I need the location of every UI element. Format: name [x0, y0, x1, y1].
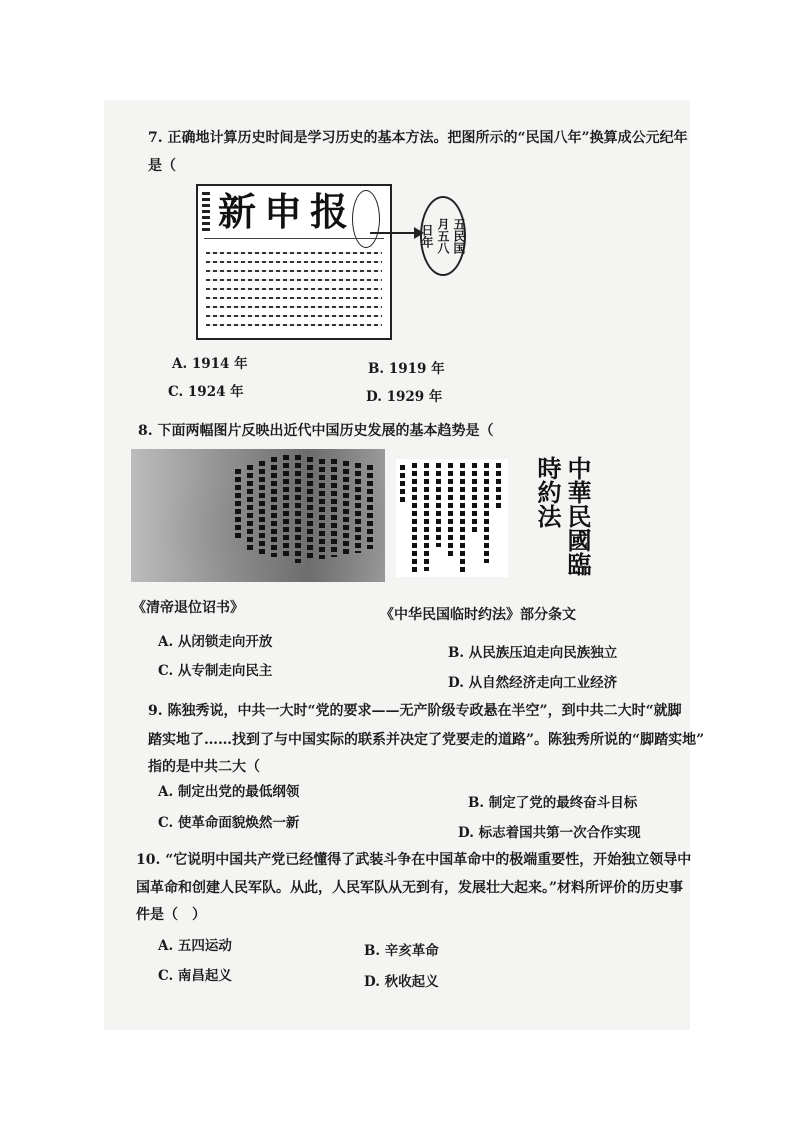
date-col-1: 五民国 [452, 218, 466, 254]
q9-stem-line3: 指的是中共二大（ [148, 759, 260, 775]
newspaper-side-column [202, 192, 210, 232]
q10-stem-line1: 10. “它说明中国共产党已经懂得了武装斗争在中国革命中的极端重要性，开始独立领导中 [136, 852, 692, 868]
newspaper-body-text [206, 252, 382, 332]
q8-caption-right: 《中华民国临时约法》部分条文 [380, 607, 576, 623]
q10-option-c[interactable]: C. 南昌起义 [158, 968, 232, 984]
q9-stem-line1: 9. 陈独秀说，中共一大时“党的要求——无产阶级专政悬在半空”，到中共二大时“就脚 [148, 703, 682, 719]
q10-stem-line3: 件是（ ） [136, 907, 206, 923]
newspaper-date-oval [352, 190, 380, 248]
q9-stem-line2: 踏实地了……找到了与中国实际的联系并决定了党要走的道路”。陈独秀所说的“脚踏实地” [148, 732, 705, 748]
q8-caption-left: 《清帝退位诏书》 [132, 600, 244, 616]
q9-option-d[interactable]: D. 标志着国共第一次合作实现 [458, 825, 641, 841]
q7-option-a[interactable]: A. 1914 年 [172, 356, 248, 372]
q10-option-a[interactable]: A. 五四运动 [158, 938, 232, 954]
q8-option-b[interactable]: B. 从民族压迫走向民族独立 [448, 645, 618, 661]
q7-stem-line2: 是（ [148, 158, 176, 174]
q9-option-b[interactable]: B. 制定了党的最终奋斗目标 [468, 795, 638, 811]
q8-option-d[interactable]: D. 从自然经济走向工业经济 [448, 675, 618, 691]
date-col-2: 月五八 [436, 218, 450, 254]
q8-option-a[interactable]: A. 从闭锁走向开放 [158, 634, 273, 650]
q10-option-d[interactable]: D. 秋收起义 [364, 974, 439, 990]
q8-abdication-edict-image [131, 449, 385, 582]
q7-option-c[interactable]: C. 1924 年 [168, 384, 244, 400]
q7-option-b[interactable]: B. 1919 年 [368, 361, 445, 377]
q8-option-c[interactable]: C. 从专制走向民主 [158, 663, 273, 679]
q8-stem: 8. 下面两幅图片反映出近代中国历史发展的基本趋势是（ [138, 423, 494, 439]
q8-charter-heading: 中華民國臨時約法 [533, 456, 592, 576]
newspaper-masthead: 新申报 [217, 189, 356, 234]
q7-newspaper-image [196, 184, 392, 340]
q7-stem-line1: 7. 正确地计算历史时间是学习历史的基本方法。把图所示的“民国八年”换算成公元纪年 [148, 130, 688, 146]
q10-option-b[interactable]: B. 辛亥革命 [364, 943, 439, 959]
q7-pointer-arrow [370, 232, 420, 234]
q7-option-d[interactable]: D. 1929 年 [366, 389, 443, 405]
q9-option-c[interactable]: C. 使革命面貌焕然一新 [158, 815, 300, 831]
q10-stem-line2: 国革命和创建人民军队。从此，人民军队从无到有，发展壮大起来。”材料所评价的历史事 [136, 880, 684, 896]
newspaper-rule [204, 238, 384, 239]
q8-provisional-constitution-image [396, 459, 508, 577]
date-col-3: 日年 [420, 224, 434, 248]
q9-option-a[interactable]: A. 制定出党的最低纲领 [158, 784, 300, 800]
q7-date-callout [420, 196, 466, 276]
